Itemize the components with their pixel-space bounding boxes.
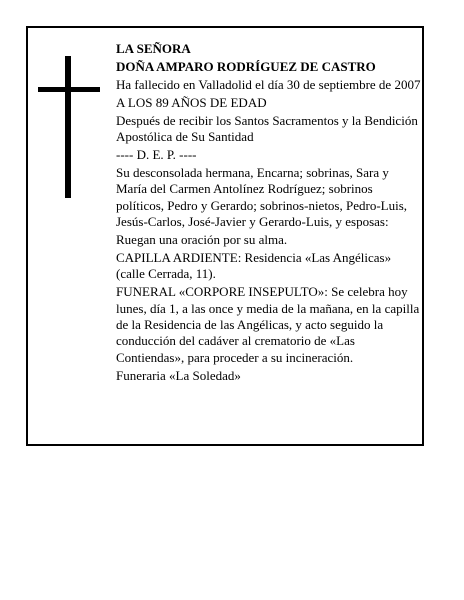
deceased-name: DOÑA AMPARO RODRÍGUEZ DE CASTRO (116, 58, 376, 74)
sacraments-statement: Después de recibir los Santos Sacramentos y la Bendición Apostólica de Su Santidad (116, 112, 418, 145)
cross-horizontal-bar (38, 87, 100, 92)
cross-icon (38, 56, 100, 198)
notice-text (116, 41, 422, 386)
death-statement: Ha fallecido en Valladolid el día 30 de septiembre de 2007 (116, 76, 421, 92)
rip-line: ---- D. E. P. ---- (116, 146, 197, 162)
obituary-notice (26, 26, 424, 446)
family-statement: Su desconsolada hermana, Encarna; sobrinas, Sara y María del Carmen Antolínez Rodríguez; sobrinos políticos, Pedro y Gerardo; sobrinos-nietos, Pedro-Luis, Jesús-Carlos, José-Javier y Gerardo-Luis, y esposas: (116, 164, 408, 230)
age-statement: A LOS 89 AÑOS DE EDAD (116, 94, 267, 110)
funeral-info: FUNERAL «CORPORE INSEPULTO»: Se celebra hoy lunes, día 1, a las once y media de la mañana, en la capilla de la Residencia de las Angélicas, y acto seguido la conducción del cadáver al crematorio de «Las Contiendas», para proceder a su incineración. (116, 284, 420, 365)
chapel-info: CAPILLA ARDIENTE: Residencia «Las Angélicas» (calle Cerrada, 11). (116, 249, 392, 282)
cross-vertical-bar (65, 56, 71, 198)
prayer-request: Ruegan una oración por su alma. (116, 231, 288, 247)
notice-title: LA SEÑORA (116, 41, 191, 56)
funeral-home: Funeraria «La Soledad» (116, 367, 241, 383)
